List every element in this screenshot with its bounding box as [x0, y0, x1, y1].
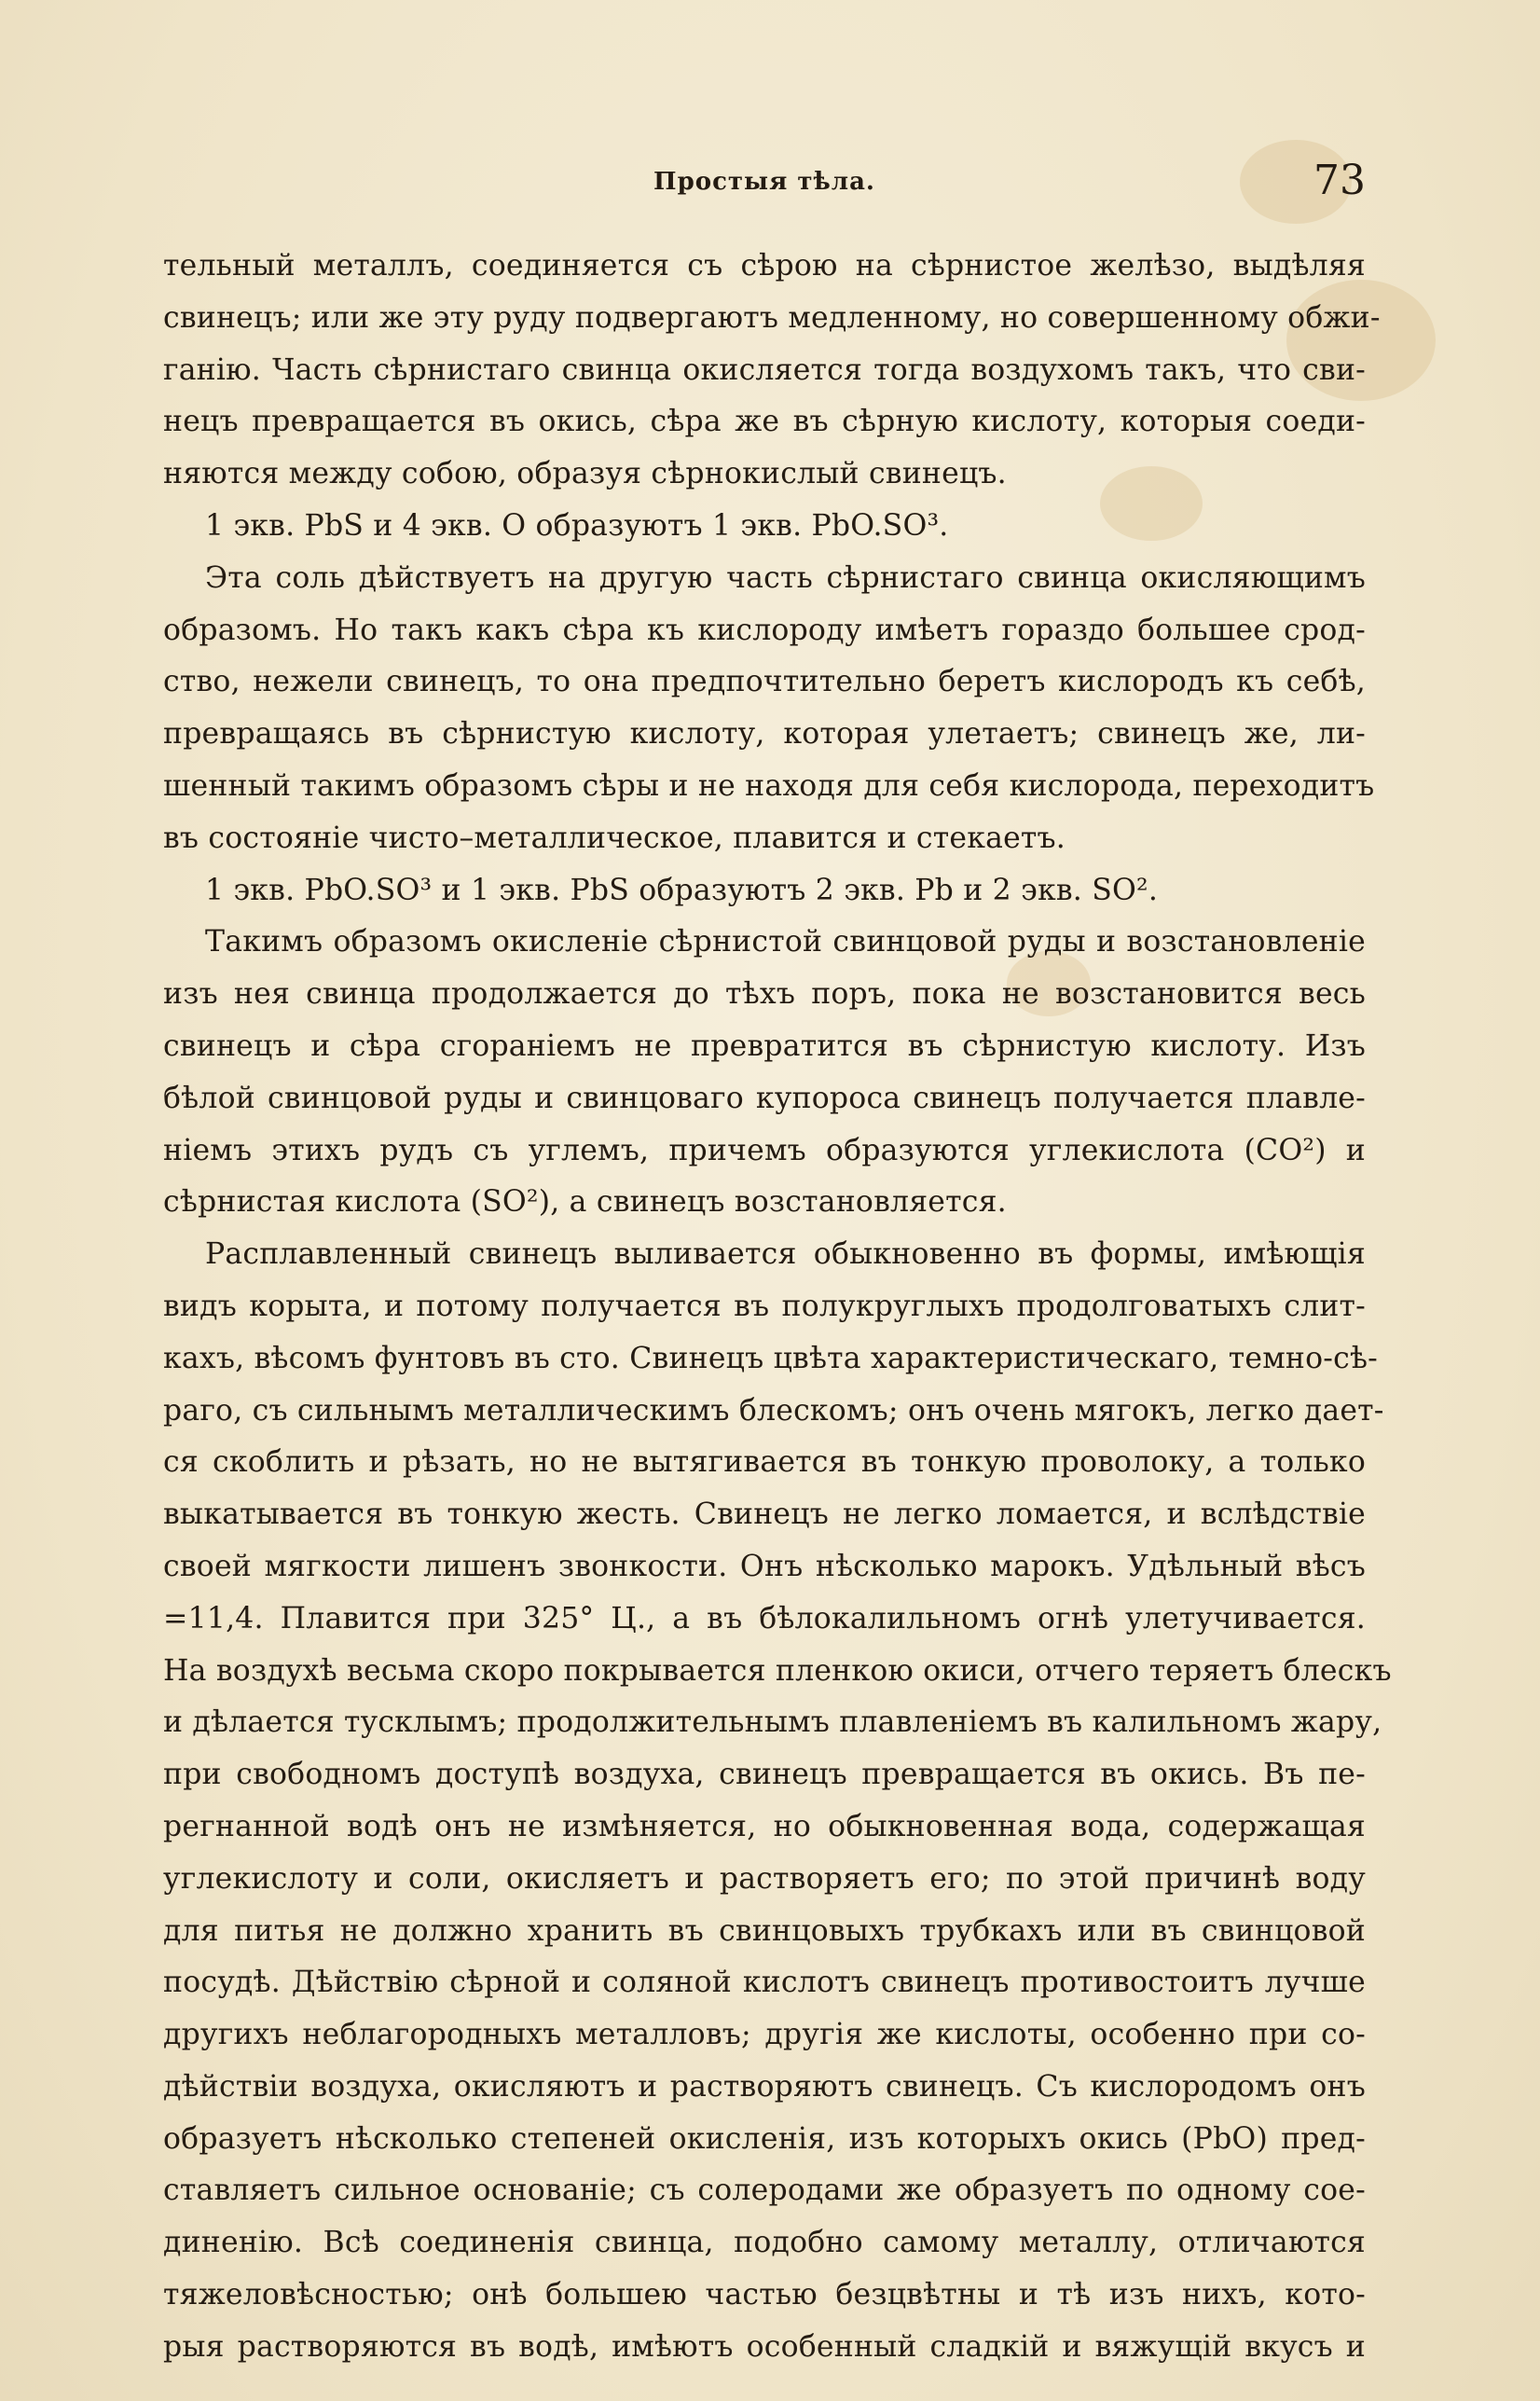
equation-line: 1 экв. PbO.SO³ и 1 экв. PbS образуютъ 2 экв. Pb и 2 экв. SO².: [205, 873, 1159, 907]
text-line: свинецъ; или же эту руду подвергаютъ медленному, но совершенному обжи-: [163, 300, 1381, 335]
text-line: при свободномъ доступѣ воздуха, свинецъ превращается въ окись. Въ пе-: [163, 1758, 1366, 1792]
text-line: превращаясь въ сѣрнистую кислоту, которая улетаетъ; свинецъ же, ли-: [163, 717, 1366, 752]
text-line: шенный такимъ образомъ сѣры и не находя для себя кислорода, переходитъ: [163, 768, 1375, 803]
text-line: образуетъ нѣсколько степеней окисленія, изъ которыхъ окись (PbO) пред-: [163, 2121, 1366, 2156]
text-line: тяжеловѣсностью; онѣ большею частью безцвѣтны и тѣ изъ нихъ, кото-: [163, 2278, 1366, 2312]
text-line: ганію. Часть сѣрнистаго свинца окисляется тогда воздухомъ такъ, что сви-: [163, 352, 1366, 387]
text-line: ся скоблить и рѣзать, но не вытягивается въ тонкую проволоку, а только: [163, 1445, 1366, 1480]
text-line: въ состояніе чисто–металлическое, плавится и стекаетъ.: [163, 821, 1066, 855]
text-line: и дѣлается тусклымъ; продолжительнымъ плавленіемъ въ калильномъ жару,: [163, 1705, 1382, 1740]
text-line: свинецъ и сѣра сгораніемъ не превратится въ сѣрнистую кислоту. Изъ: [163, 1028, 1366, 1063]
text-line: видъ корыта, и потому получается въ полукруглыхъ продолговатыхъ слит-: [163, 1289, 1366, 1323]
text-line: углекислоту и соли, окисляетъ и растворяетъ его; по этой причинѣ воду: [163, 1861, 1366, 1896]
text-line: бѣлой свинцовой руды и свинцоваго купороса свинецъ получается плавле-: [163, 1081, 1366, 1115]
text-line: ство, нежели свинецъ, то она предпочтительно беретъ кислородъ къ себѣ,: [163, 665, 1366, 699]
text-line: изъ нея свинца продолжается до тѣхъ поръ, пока не возстановится весь: [163, 977, 1366, 1012]
page-header: [163, 157, 1366, 205]
text-line: посудѣ. Дѣйствію сѣрной и соляной кислотъ свинецъ противостоитъ лучше: [163, 1966, 1366, 2000]
page-number: 73: [1313, 157, 1366, 204]
text-line: кахъ, вѣсомъ фунтовъ въ сто. Свинецъ цвѣта характеристическаго, темно-сѣ-: [163, 1341, 1378, 1375]
text-line: дѣйствіи воздуха, окисляютъ и растворяютъ свинецъ. Съ кислородомъ онъ: [163, 2069, 1366, 2104]
text-line: Такимъ образомъ окисленіе сѣрнистой свинцовой руды и возстановленіе: [205, 925, 1366, 959]
text-line: ніемъ этихъ рудъ съ углемъ, причемъ образуются углекислота (CO²) и: [163, 1133, 1366, 1167]
body-text: [163, 241, 1392, 2374]
running-head: Простыя тѣла.: [653, 168, 875, 196]
text-line: выкатывается въ тонкую жесть. Свинецъ не легко ломается, и вслѣдствіе: [163, 1497, 1366, 1532]
text-line: сѣрнистая кислота (SO²), а свинецъ возстановляется.: [163, 1185, 1007, 1220]
text-line: другихъ неблагородныхъ металловъ; другія же кислоты, особенно при со-: [163, 2018, 1366, 2052]
text-line: образомъ. Но такъ какъ сѣра къ кислороду имѣетъ гораздо большее срод-: [163, 613, 1366, 647]
text-line: регнанной водѣ онъ не измѣняется, но обыкновенная вода, содержащая: [163, 1809, 1366, 1843]
text-line: На воздухѣ весьма скоро покрывается пленкою окиси, отчего теряетъ блескъ: [163, 1653, 1392, 1688]
text-line: рыя растворяются въ водѣ, имѣютъ особенный сладкій и вяжущій вкусъ и: [163, 2329, 1366, 2364]
text-line: ставляетъ сильное основаніе; съ солеродами же образуетъ по одному сое-: [163, 2173, 1366, 2208]
equation-line: 1 экв. PbS и 4 экв. O образуютъ 1 экв. PbO.SO³.: [205, 508, 949, 543]
text-line: няются между собою, образуя сѣрнокислый свинецъ.: [163, 457, 1007, 491]
text-line: Расплавленный свинецъ выливается обыкновенно въ формы, имѣющія: [205, 1237, 1366, 1272]
text-line: тельный металлъ, соединяется съ сѣрою на сѣрнистое желѣзо, выдѣляя: [163, 249, 1366, 283]
text-line: своей мягкости лишенъ звонкости. Онъ нѣсколько марокъ. Удѣльный вѣсъ: [163, 1549, 1366, 1583]
text-line: диненію. Всѣ соединенія свинца, подобно самому металлу, отличаются: [163, 2226, 1366, 2260]
text-line: Эта соль дѣйствуетъ на другую часть сѣрнистаго свинца окисляющимъ: [205, 560, 1366, 595]
text-line: =11,4. Плавится при 325° Ц., а въ бѣлокалильномъ огнѣ улетучивается.: [163, 1601, 1366, 1635]
text-line: раго, съ сильнымъ металлическимъ блескомъ; онъ очень мягокъ, легко дает-: [163, 1393, 1384, 1428]
text-line: нецъ превращается въ окись, сѣра же въ сѣрную кислоту, которыя соеди-: [163, 405, 1366, 439]
text-line: для питья не должно хранить въ свинцовыхъ трубкахъ или въ свинцовой: [163, 1913, 1366, 1948]
